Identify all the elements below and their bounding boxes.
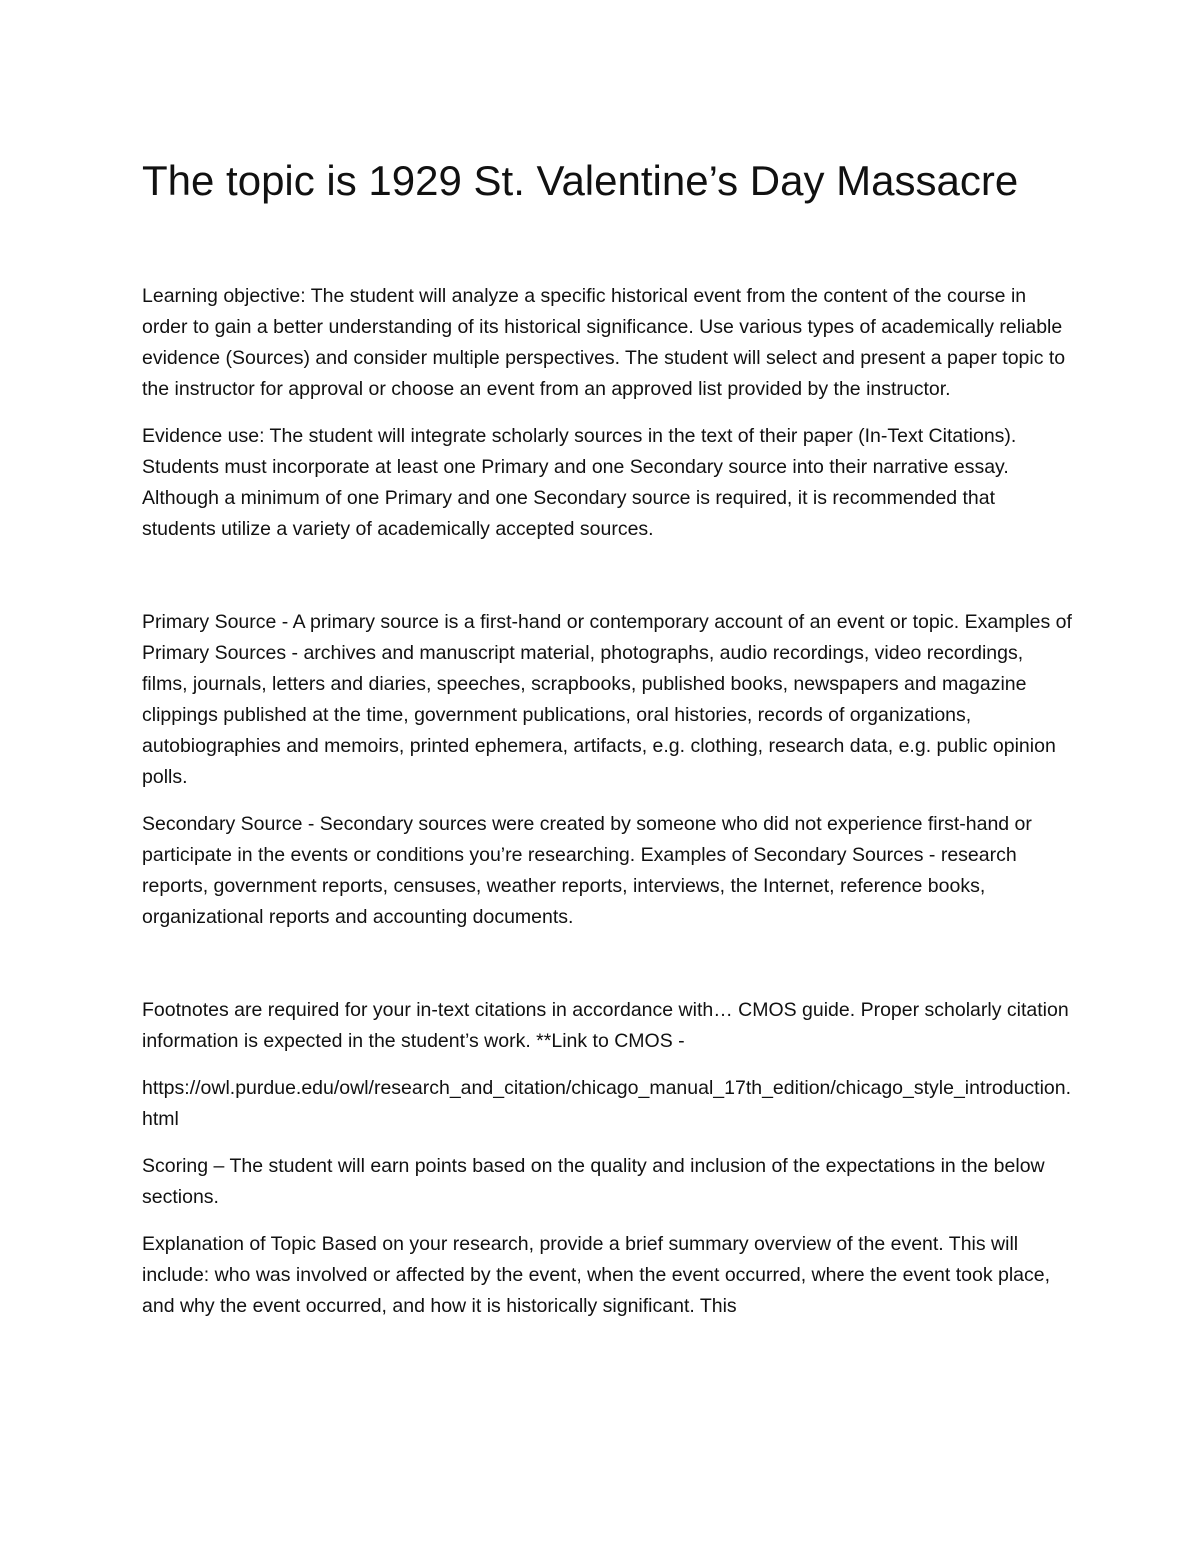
primary-source-paragraph: Primary Source - A primary source is a first-hand or contemporary account of an event or topic. Examples of Primary Sources - archives and manuscript material, photographs, audio recordings, video recordings, films, journals, letters and diaries, speeches, scrapbooks, published books, newspapers and magazine clippings published at the time, government publications, oral histories, records of organizations, autobiographies and memoirs, printed ephemera, artifacts, e.g. clothing, research data, e.g. public opinion polls. <box>142 611 1072 788</box>
footnotes-paragraph: Footnotes are required for your in-text citations in accordance with… CMOS guide. Proper scholarly citation information is expected in the student’s work. **Link to CMOS - <box>142 999 1069 1052</box>
paragraph-spacer <box>142 561 1072 607</box>
evidence-use-paragraph: Evidence use: The student will integrate scholarly sources in the text of their paper (In-Text Citations). Students must incorporate at least one Primary and one Secondary source into their narrative essay. Although a minimum of one Primary and one Secondary source is required, it is recommended that students utilize a variety of academically accepted sources. <box>142 425 1017 540</box>
document-title: The topic is 1929 St. Valentine’s Day Massacre <box>142 157 1019 204</box>
paragraph-spacer <box>142 949 1072 995</box>
cmos-link[interactable]: https://owl.purdue.edu/owl/research_and_citation/chicago_manual_17th_edition/chicago_style_introduction.html <box>142 1077 1072 1130</box>
secondary-source-paragraph: Secondary Source - Secondary sources were created by someone who did not experience first-hand or participate in the events or conditions you’re researching. Examples of Secondary Sources - research reports, government reports, censuses, weather reports, interviews, the Internet, reference books, organizational reports and accounting documents. <box>142 813 1032 928</box>
document-page <box>142 150 1072 1338</box>
learning-objective-paragraph: Learning objective: The student will analyze a specific historical event from the content of the course in order to gain a better understanding of its historical significance. Use various types of academically reliable evidence (Sources) and consider multiple perspectives. The student will select and present a paper topic to the instructor for approval or choose an event from an approved list provided by the instructor. <box>142 285 1066 400</box>
explanation-paragraph: Explanation of Topic Based on your research, provide a brief summary overview of the event. This will include: who was involved or affected by the event, when the event occurred, where the event took place, and why the event occurred, and how it is historically significant. This <box>142 1233 1051 1317</box>
scoring-paragraph: Scoring – The student will earn points based on the quality and inclusion of the expectations in the below sections. <box>142 1155 1045 1208</box>
